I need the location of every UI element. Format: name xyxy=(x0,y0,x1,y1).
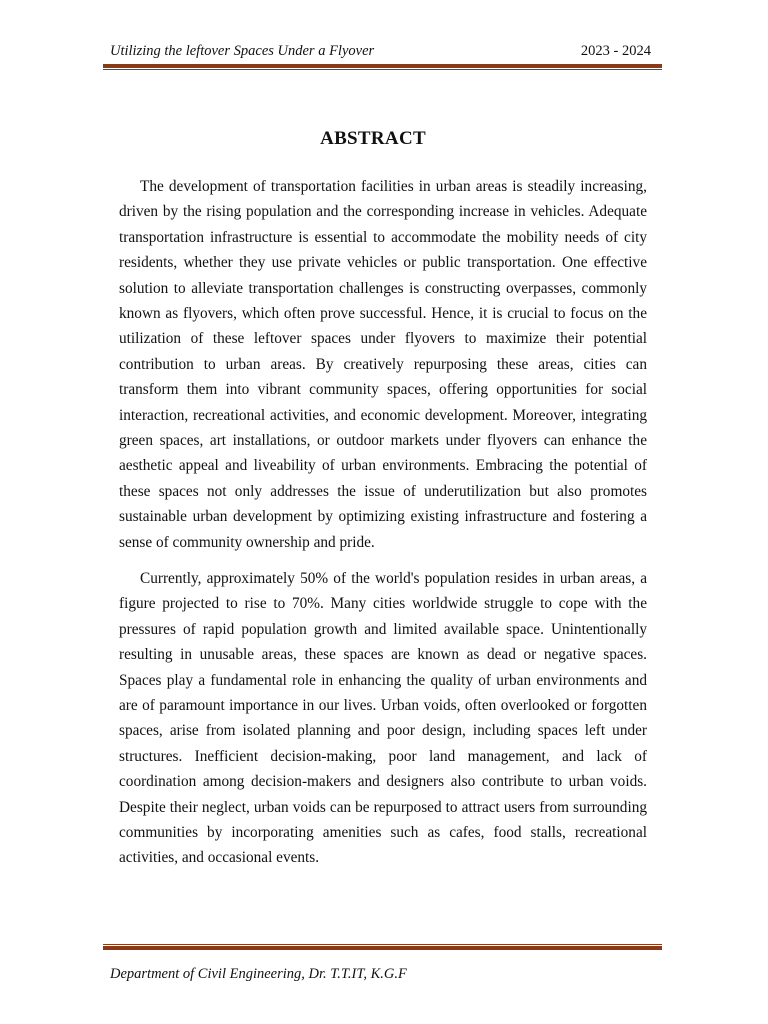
header-divider-rule xyxy=(103,64,662,70)
header-document-title: Utilizing the leftover Spaces Under a Flyover xyxy=(110,43,375,59)
footer-divider-rule xyxy=(103,944,662,950)
abstract-heading: ABSTRACT xyxy=(320,127,426,149)
footer-department: Department of Civil Engineering, Dr. T.T.IT, K.G.F xyxy=(110,966,407,982)
header-academic-year: 2023 - 2024 xyxy=(580,43,651,59)
abstract-paragraph-1: The development of transportation facilities in urban areas is steadily increasing, driven by the rising population and the corresponding increase in vehicles. Adequate transportation infrastructure is essential to accommodate the mobility needs of city residents, whether they use private vehicles or public transportation. One effective solution to alleviate transportation challenges is constructing overpasses, commonly known as flyovers, which often prove successful. Hence, it is crucial to focus on the utilization of these leftover spaces under flyovers to maximize their potential contribution to urban areas. By creatively repurposing these areas, cities can transform them into vibrant community spaces, offering opportunities for social interaction, recreational activities, and economic development. Moreover, integrating green spaces, art installations, or outdoor markets under flyovers can enhance the aesthetic appeal and liveability of urban environments. Embracing the potential of these spaces not only addresses the issue of underutilization but also promotes sustainable urban development by optimizing existing infrastructure and fostering a sense of community ownership and pride. xyxy=(119,178,647,551)
abstract-paragraph-2: Currently, approximately 50% of the world's population resides in urban areas, a figure projected to rise to 70%. Many cities worldwide struggle to cope with the pressures of rapid population growth and limited available space. Unintentionally resulting in unusable areas, these spaces are known as dead or negative spaces. Spaces play a fundamental role in enhancing the quality of urban environments and are of paramount importance in our lives. Urban voids, often overlooked or forgotten spaces, arise from isolated planning and poor design, including spaces left under structures. Inefficient decision-making, poor land management, and lack of coordination among decision-makers and designers also contribute to urban voids. Despite their neglect, urban voids can be repurposed to attract users from surrounding communities by incorporating amenities such as cafes, food stalls, recreational activities, and occasional events. xyxy=(119,570,647,867)
